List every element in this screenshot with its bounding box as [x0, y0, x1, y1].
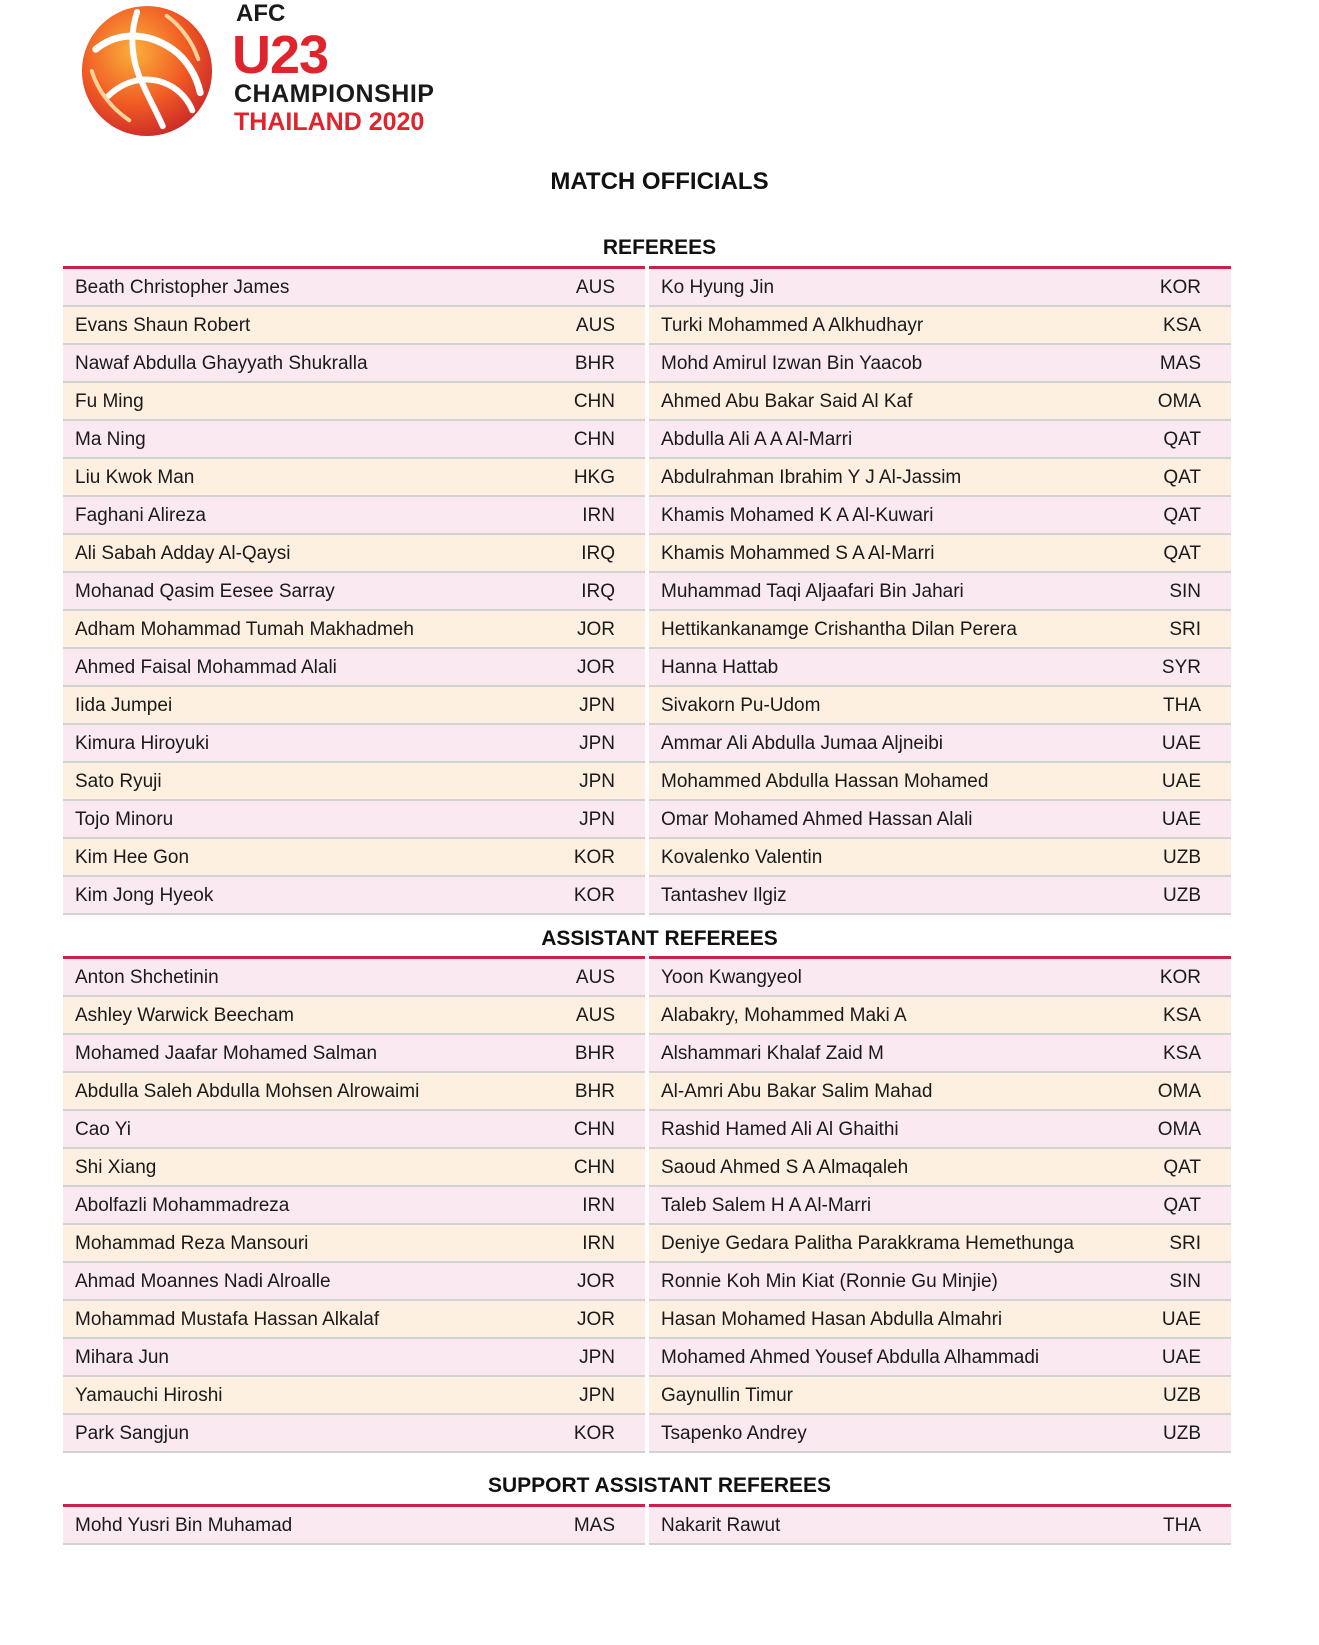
- logo-u23-text: U23: [232, 25, 329, 85]
- official-nationality: UAE: [1161, 771, 1201, 792]
- official-row: [63, 1415, 645, 1453]
- official-name: Adham Mohammad Tumah Makhadmeh: [75, 619, 414, 640]
- official-nationality: UAE: [1161, 809, 1201, 830]
- official-name: Alabakry, Mohammed Maki A: [661, 1005, 907, 1026]
- official-nationality: JPN: [579, 809, 615, 830]
- official-name: Al-Amri Abu Bakar Salim Mahad: [661, 1081, 933, 1102]
- official-row: [649, 345, 1231, 383]
- official-name: Mohammed Abdulla Hassan Mohamed: [661, 771, 989, 792]
- official-row: [649, 1187, 1231, 1225]
- official-name: Ahmed Faisal Mohammad Alali: [75, 657, 337, 678]
- official-name: Deniye Gedara Palitha Parakkrama Hemethunga: [661, 1233, 1074, 1254]
- official-row: [649, 1377, 1231, 1415]
- official-nationality: UZB: [1163, 885, 1201, 906]
- official-row: [649, 1035, 1231, 1073]
- official-row: [63, 1149, 645, 1187]
- ball-emblem-icon: [78, 2, 216, 140]
- official-nationality: MAS: [1159, 353, 1201, 374]
- official-row: [63, 1187, 645, 1225]
- official-name: Ammar Ali Abdulla Jumaa Aljneibi: [661, 733, 943, 754]
- official-nationality: CHN: [573, 429, 615, 450]
- official-nationality: AUS: [575, 1005, 615, 1026]
- support-assistant-referees-section-title: SUPPORT ASSISTANT REFEREES: [487, 1474, 832, 1497]
- official-name: Omar Mohamed Ahmed Hassan Alali: [661, 809, 973, 830]
- official-name: Ali Sabah Adday Al-Qaysi: [75, 543, 291, 564]
- official-name: Alshammari Khalaf Zaid M: [661, 1043, 884, 1064]
- official-name: Mohamed Jaafar Mohamed Salman: [75, 1043, 378, 1064]
- official-row: [649, 421, 1231, 459]
- official-name: Kimura Hiroyuki: [75, 733, 210, 754]
- official-nationality: QAT: [1163, 467, 1201, 488]
- official-nationality: KOR: [573, 885, 615, 906]
- official-nationality: HKG: [573, 467, 615, 488]
- official-row: [649, 997, 1231, 1035]
- official-row: [649, 1301, 1231, 1339]
- official-nationality: AUS: [575, 277, 615, 298]
- official-nationality: JPN: [579, 733, 615, 754]
- official-nationality: KOR: [1159, 967, 1201, 988]
- official-name: Mohanad Qasim Eesee Sarray: [75, 581, 335, 602]
- page-title: MATCH OFFICIALS: [550, 168, 769, 195]
- official-nationality: KOR: [573, 1423, 615, 1444]
- official-row: [63, 877, 645, 915]
- official-nationality: UAE: [1161, 733, 1201, 754]
- official-nationality: UAE: [1161, 1347, 1201, 1368]
- official-row: [649, 1415, 1231, 1453]
- official-name: Hettikankanamge Crishantha Dilan Perera: [661, 619, 1017, 640]
- official-row: [649, 269, 1231, 307]
- official-row: [63, 763, 645, 801]
- official-row: [649, 801, 1231, 839]
- official-name: Ronnie Koh Min Kiat (Ronnie Gu Minjie): [661, 1271, 998, 1292]
- official-row: [63, 1339, 645, 1377]
- official-row: [63, 1225, 645, 1263]
- official-row: [63, 307, 645, 345]
- official-name: Beath Christopher James: [75, 277, 290, 298]
- official-nationality: QAT: [1163, 543, 1201, 564]
- official-row: [649, 573, 1231, 611]
- official-row: [63, 997, 645, 1035]
- official-name: Mohd Yusri Bin Muhamad: [75, 1515, 293, 1536]
- official-nationality: IRQ: [581, 543, 615, 564]
- official-name: Kovalenko Valentin: [661, 847, 823, 868]
- official-row: [63, 1263, 645, 1301]
- official-nationality: OMA: [1157, 1081, 1201, 1102]
- official-row: [63, 1507, 645, 1545]
- official-nationality: CHN: [573, 1119, 615, 1140]
- official-nationality: THA: [1163, 1515, 1201, 1536]
- official-nationality: QAT: [1163, 505, 1201, 526]
- official-nationality: JOR: [577, 619, 615, 640]
- official-row: [63, 801, 645, 839]
- official-row: [63, 725, 645, 763]
- official-nationality: IRN: [582, 1195, 615, 1216]
- official-nationality: UZB: [1163, 1423, 1201, 1444]
- official-name: Abolfazli Mohammadreza: [75, 1195, 290, 1216]
- official-name: Abdulla Saleh Abdulla Mohsen Alrowaimi: [75, 1081, 420, 1102]
- official-row: [63, 1073, 645, 1111]
- official-row: [63, 459, 645, 497]
- assistant-referees-left-list: [63, 956, 645, 1453]
- official-nationality: JPN: [579, 1347, 615, 1368]
- official-nationality: QAT: [1163, 429, 1201, 450]
- official-name: Liu Kwok Man: [75, 467, 195, 488]
- official-nationality: JOR: [577, 657, 615, 678]
- official-name: Park Sangjun: [75, 1423, 190, 1444]
- support-assistant-referees-right-list: [649, 1504, 1231, 1545]
- official-row: [63, 687, 645, 725]
- official-name: Tsapenko Andrey: [661, 1423, 807, 1444]
- official-name: Turki Mohammed A Alkhudhayr: [661, 315, 924, 336]
- official-nationality: QAT: [1163, 1157, 1201, 1178]
- official-name: Khamis Mohamed K A Al-Kuwari: [661, 505, 934, 526]
- official-row: [649, 535, 1231, 573]
- official-row: [649, 459, 1231, 497]
- official-row: [649, 497, 1231, 535]
- official-nationality: UAE: [1161, 1309, 1201, 1330]
- official-name: Faghani Alireza: [75, 505, 206, 526]
- official-nationality: CHN: [573, 1157, 615, 1178]
- official-row: [63, 1111, 645, 1149]
- official-row: [63, 649, 645, 687]
- official-name: Sato Ryuji: [75, 771, 162, 792]
- official-nationality: SIN: [1169, 581, 1201, 602]
- official-row: [649, 687, 1231, 725]
- official-nationality: IRQ: [581, 581, 615, 602]
- official-name: Rashid Hamed Ali Al Ghaithi: [661, 1119, 899, 1140]
- official-row: [649, 959, 1231, 997]
- official-row: [63, 1377, 645, 1415]
- official-name: Kim Jong Hyeok: [75, 885, 214, 906]
- referees-left-list: [63, 266, 645, 915]
- official-nationality: OMA: [1157, 391, 1201, 412]
- official-nationality: JOR: [577, 1309, 615, 1330]
- official-nationality: BHR: [574, 1043, 615, 1064]
- official-row: [63, 535, 645, 573]
- official-name: Anton Shchetinin: [75, 967, 219, 988]
- official-row: [63, 959, 645, 997]
- official-name: Tojo Minoru: [75, 809, 174, 830]
- official-name: Mohd Amirul Izwan Bin Yaacob: [661, 353, 923, 374]
- official-row: [63, 421, 645, 459]
- official-name: Mohammad Reza Mansouri: [75, 1233, 309, 1254]
- official-nationality: CHN: [573, 391, 615, 412]
- official-row: [63, 497, 645, 535]
- official-name: Nawaf Abdulla Ghayyath Shukralla: [75, 353, 368, 374]
- official-name: Ko Hyung Jin: [661, 277, 775, 298]
- official-row: [63, 269, 645, 307]
- official-row: [649, 839, 1231, 877]
- official-nationality: MAS: [573, 1515, 615, 1536]
- official-name: Mihara Jun: [75, 1347, 169, 1368]
- official-nationality: BHR: [574, 353, 615, 374]
- assistant-referees-section-title: ASSISTANT REFEREES: [541, 927, 778, 950]
- official-row: [63, 1035, 645, 1073]
- official-name: Fu Ming: [75, 391, 144, 412]
- official-name: Ma Ning: [75, 429, 146, 450]
- official-name: Abdulrahman Ibrahim Y J Al-Jassim: [661, 467, 962, 488]
- official-name: Taleb Salem H A Al-Marri: [661, 1195, 872, 1216]
- official-name: Khamis Mohammed S A Al-Marri: [661, 543, 935, 564]
- official-nationality: JPN: [579, 695, 615, 716]
- official-row: [649, 383, 1231, 421]
- official-nationality: SRI: [1169, 1233, 1201, 1254]
- official-row: [63, 1301, 645, 1339]
- logo-championship-text: CHAMPIONSHIP: [234, 80, 435, 108]
- official-row: [63, 611, 645, 649]
- official-name: Hanna Hattab: [661, 657, 779, 678]
- tournament-logo: [78, 0, 458, 150]
- official-nationality: IRN: [582, 1233, 615, 1254]
- official-nationality: QAT: [1163, 1195, 1201, 1216]
- official-row: [649, 1263, 1231, 1301]
- official-row: [63, 345, 645, 383]
- official-row: [649, 1339, 1231, 1377]
- official-nationality: JPN: [579, 771, 615, 792]
- logo-afc-text: AFC: [236, 0, 286, 27]
- official-nationality: SIN: [1169, 1271, 1201, 1292]
- official-nationality: UZB: [1163, 1385, 1201, 1406]
- official-row: [649, 1225, 1231, 1263]
- official-row: [63, 383, 645, 421]
- official-name: Shi Xiang: [75, 1157, 157, 1178]
- official-name: Kim Hee Gon: [75, 847, 190, 868]
- assistant-referees-right-list: [649, 956, 1231, 1453]
- official-nationality: KOR: [1159, 277, 1201, 298]
- official-name: Cao Yi: [75, 1119, 131, 1140]
- official-nationality: KSA: [1162, 315, 1201, 336]
- official-name: Ahmad Moannes Nadi Alroalle: [75, 1271, 331, 1292]
- official-nationality: UZB: [1163, 847, 1201, 868]
- official-name: Gaynullin Timur: [661, 1385, 793, 1406]
- official-row: [649, 763, 1231, 801]
- official-row: [649, 1149, 1231, 1187]
- official-name: Saoud Ahmed S A Almaqaleh: [661, 1157, 909, 1178]
- official-nationality: JPN: [579, 1385, 615, 1406]
- official-name: Ahmed Abu Bakar Said Al Kaf: [661, 391, 913, 412]
- official-nationality: SRI: [1169, 619, 1201, 640]
- official-name: Sivakorn Pu-Udom: [661, 695, 821, 716]
- official-name: Yamauchi Hiroshi: [75, 1385, 223, 1406]
- official-name: Hasan Mohamed Hasan Abdulla Almahri: [661, 1309, 1003, 1330]
- official-nationality: SYR: [1161, 657, 1201, 678]
- official-nationality: KOR: [573, 847, 615, 868]
- support-assistant-referees-left-list: [63, 1504, 645, 1545]
- official-name: Abdulla Ali A A Al-Marri: [661, 429, 853, 450]
- official-nationality: AUS: [575, 315, 615, 336]
- official-name: Yoon Kwangyeol: [661, 967, 802, 988]
- official-nationality: KSA: [1162, 1005, 1201, 1026]
- official-name: Ashley Warwick Beecham: [75, 1005, 294, 1026]
- official-name: Mohammad Mustafa Hassan Alkalaf: [75, 1309, 380, 1330]
- referees-section-title: REFEREES: [602, 236, 717, 259]
- official-nationality: KSA: [1162, 1043, 1201, 1064]
- official-row: [649, 1111, 1231, 1149]
- official-name: Evans Shaun Robert: [75, 315, 251, 336]
- official-nationality: AUS: [575, 967, 615, 988]
- official-row: [63, 839, 645, 877]
- official-row: [649, 649, 1231, 687]
- official-nationality: JOR: [577, 1271, 615, 1292]
- referees-right-list: [649, 266, 1231, 915]
- official-row: [649, 1507, 1231, 1545]
- official-name: Mohamed Ahmed Yousef Abdulla Alhammadi: [661, 1347, 1040, 1368]
- official-row: [649, 1073, 1231, 1111]
- official-nationality: OMA: [1157, 1119, 1201, 1140]
- official-row: [649, 307, 1231, 345]
- official-row: [649, 611, 1231, 649]
- official-name: Tantashev Ilgiz: [661, 885, 787, 906]
- logo-host-text: THAILAND 2020: [234, 108, 425, 136]
- official-name: Nakarit Rawut: [661, 1515, 781, 1536]
- official-row: [63, 573, 645, 611]
- official-row: [649, 877, 1231, 915]
- official-name: Iida Jumpei: [75, 695, 173, 716]
- official-name: Muhammad Taqi Aljaafari Bin Jahari: [661, 581, 964, 602]
- official-nationality: IRN: [582, 505, 615, 526]
- official-row: [649, 725, 1231, 763]
- official-nationality: THA: [1163, 695, 1201, 716]
- official-nationality: BHR: [574, 1081, 615, 1102]
